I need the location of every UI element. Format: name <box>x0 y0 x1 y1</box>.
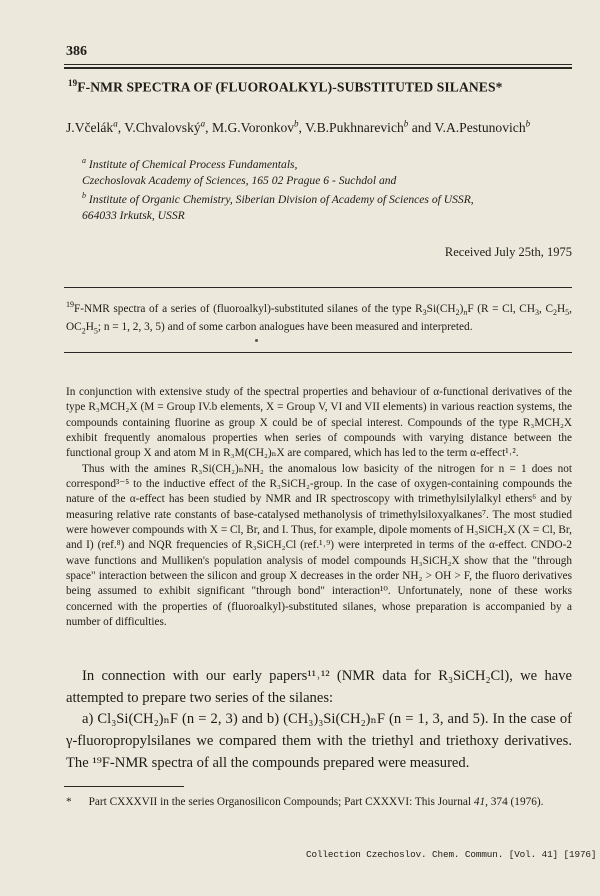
header-rule-thick <box>64 67 572 69</box>
footnote-text: Part CXXXVII in the series Organosilicon Compounds; Part CXXXVI: This Journal <box>88 796 474 808</box>
affiliation-text: Institute of Organic Chemistry, Siberian Division of Academy of Sciences of USSR, <box>88 193 474 207</box>
received-date: Received July 25th, 1975 <box>444 245 572 259</box>
author-affiliation-mark: a <box>113 118 118 128</box>
author-separator: , <box>117 119 125 135</box>
author-name: V.Chvalovský <box>124 119 201 135</box>
abstract: $^{19}$F-NMR spectra of a series of (fluoroalkyl)-substituted silanes of the type $R_3Si(CH_2)_nF$ (R = Cl, $CH_3$, $C_2H_5$, $OC_2H_5$; n = 1, 2, 3, 5) and of some carbon analogues have been measured and interpreted. <box>66 300 572 336</box>
abstract-rule-bottom <box>64 352 572 353</box>
paragraph-1: In conjunction with extensive study of the spectral properties and behaviour of α-functional derivatives of the type R₃MCH₂X (M = Group IV.b elements, X = Group V, VI and VII elements) in various reaction systems, the compounds containing fluorine as group X could be of special interest. Compounds of the type R₃MCH₂X exhibit frequently anomalous properties when series of compounds with varying distance between the functional group X and atom M in R₃M(CH₂)ₙX are compared, which has led to the term α-effect¹˒². <box>66 386 572 460</box>
author-name: V.B.Pukhnarevich <box>305 119 404 135</box>
author-name: M.G.Voronkov <box>211 119 295 135</box>
affiliation-line <box>82 188 572 208</box>
author-list <box>66 113 574 138</box>
author <box>212 120 305 135</box>
print-speck <box>255 339 258 342</box>
affiliation-text: 664033 Irkutsk, USSR <box>82 209 185 223</box>
paragraph-2: Thus with the amines R₃Si(CH₂)ₙNH₂ the anomalous low basicity of the nitrogen for n = 1 does not correspond³⁻⁵ to the inductive effect of the R₃SiCH₂-group. In the case of oxygen-containing compounds the nature of the α-effect has been studied by NMR and IR spectroscopy with trimethylsilylalkyl ethers⁶ and by measuring relative rate constants of base-catalysed methanolysis of trimethylsiloxyalkanes⁷. The most studied were however compounds with X = Cl, Br, and I. Thus, for example, dipole moments of H₃SiCH₂X (X = Cl, Br, and I) (ref.⁸) and NQR frequencies of R₃SiCH₂Cl (ref.¹˒⁹) were interpreted in terms of the α-effect. CNDO-2 wave functions and Mulliken's population analysis of model compounds H₃SiCH₂X show that the "through space" interaction between the silicon and group X decreases in the order NH₂ > OH > F, the fluoro derivatives being assumed to exhibit significant "through bond" interaction¹⁰. Unfortunately, none of these works concerned with the properties of (fluoroalkyl)-substituted silanes, whose preparation is accompanied by a number of difficulties. <box>66 462 572 629</box>
affiliation-line <box>82 173 572 189</box>
footnote-volume: 41 <box>473 796 486 808</box>
affiliation-text: Institute of Chemical Process Fundamentals, <box>88 157 298 171</box>
author-affiliation-mark: a <box>200 118 206 128</box>
affiliation-line <box>82 208 572 224</box>
author-separator: , <box>205 119 212 135</box>
author-affiliation-mark: b <box>403 118 409 128</box>
body-text <box>66 385 572 631</box>
footnote-text-end: , 374 (1976). <box>485 796 544 808</box>
author-separator: , <box>298 119 306 135</box>
footnote-marker: * <box>66 796 72 808</box>
author-affiliation-mark: b <box>525 118 531 128</box>
affiliation-mark: a <box>82 156 86 165</box>
article-title <box>68 78 568 96</box>
affiliations <box>82 153 572 224</box>
author <box>66 120 124 135</box>
footnote-rule <box>64 786 184 787</box>
abstract-rule-top <box>64 287 572 288</box>
affiliation-text: Czechoslovak Academy of Sciences, 165 02 Prague 6 - Suchdol and <box>82 173 397 187</box>
paragraph-4: a) Cl₃Si(CH₂)ₙF (n = 2, 3) and b) (CH₃)₃Si(CH₂)ₙF (n = 1, 3, and 5). In the case of γ-fluoropropylsilanes we compared them with the triethyl and triethoxy derivatives. The ¹⁹F-NMR spectra of all the compounds prepared were measured. <box>66 711 572 771</box>
affiliation-line <box>82 153 572 173</box>
journal-footer: Collection Czechoslov. Chem. Commun. [Vol. 41] [1976] <box>306 849 597 860</box>
paragraph-3: In connection with our early papers¹¹˒¹² (NMR data for R₃SiCH₂Cl), we have attempted to prepare two series of the silanes: <box>66 668 572 706</box>
body-text-large <box>66 666 572 775</box>
author <box>124 120 212 135</box>
header-rule-thin <box>64 64 572 65</box>
affiliation-mark: b <box>82 191 86 201</box>
author <box>434 120 530 135</box>
title-superscript: 19 <box>68 78 78 88</box>
footnote <box>66 795 572 811</box>
author-separator: and <box>408 119 435 135</box>
author <box>305 120 434 135</box>
author-name: J.Včelák <box>66 119 114 135</box>
author-affiliation-mark: b <box>294 118 299 128</box>
author-name: V.A.Pestunovich <box>434 119 526 135</box>
page-number: 386 <box>66 44 87 59</box>
title-text: F-NMR SPECTRA OF (FLUOROALKYL)-SUBSTITUTED SILANES* <box>77 79 503 95</box>
